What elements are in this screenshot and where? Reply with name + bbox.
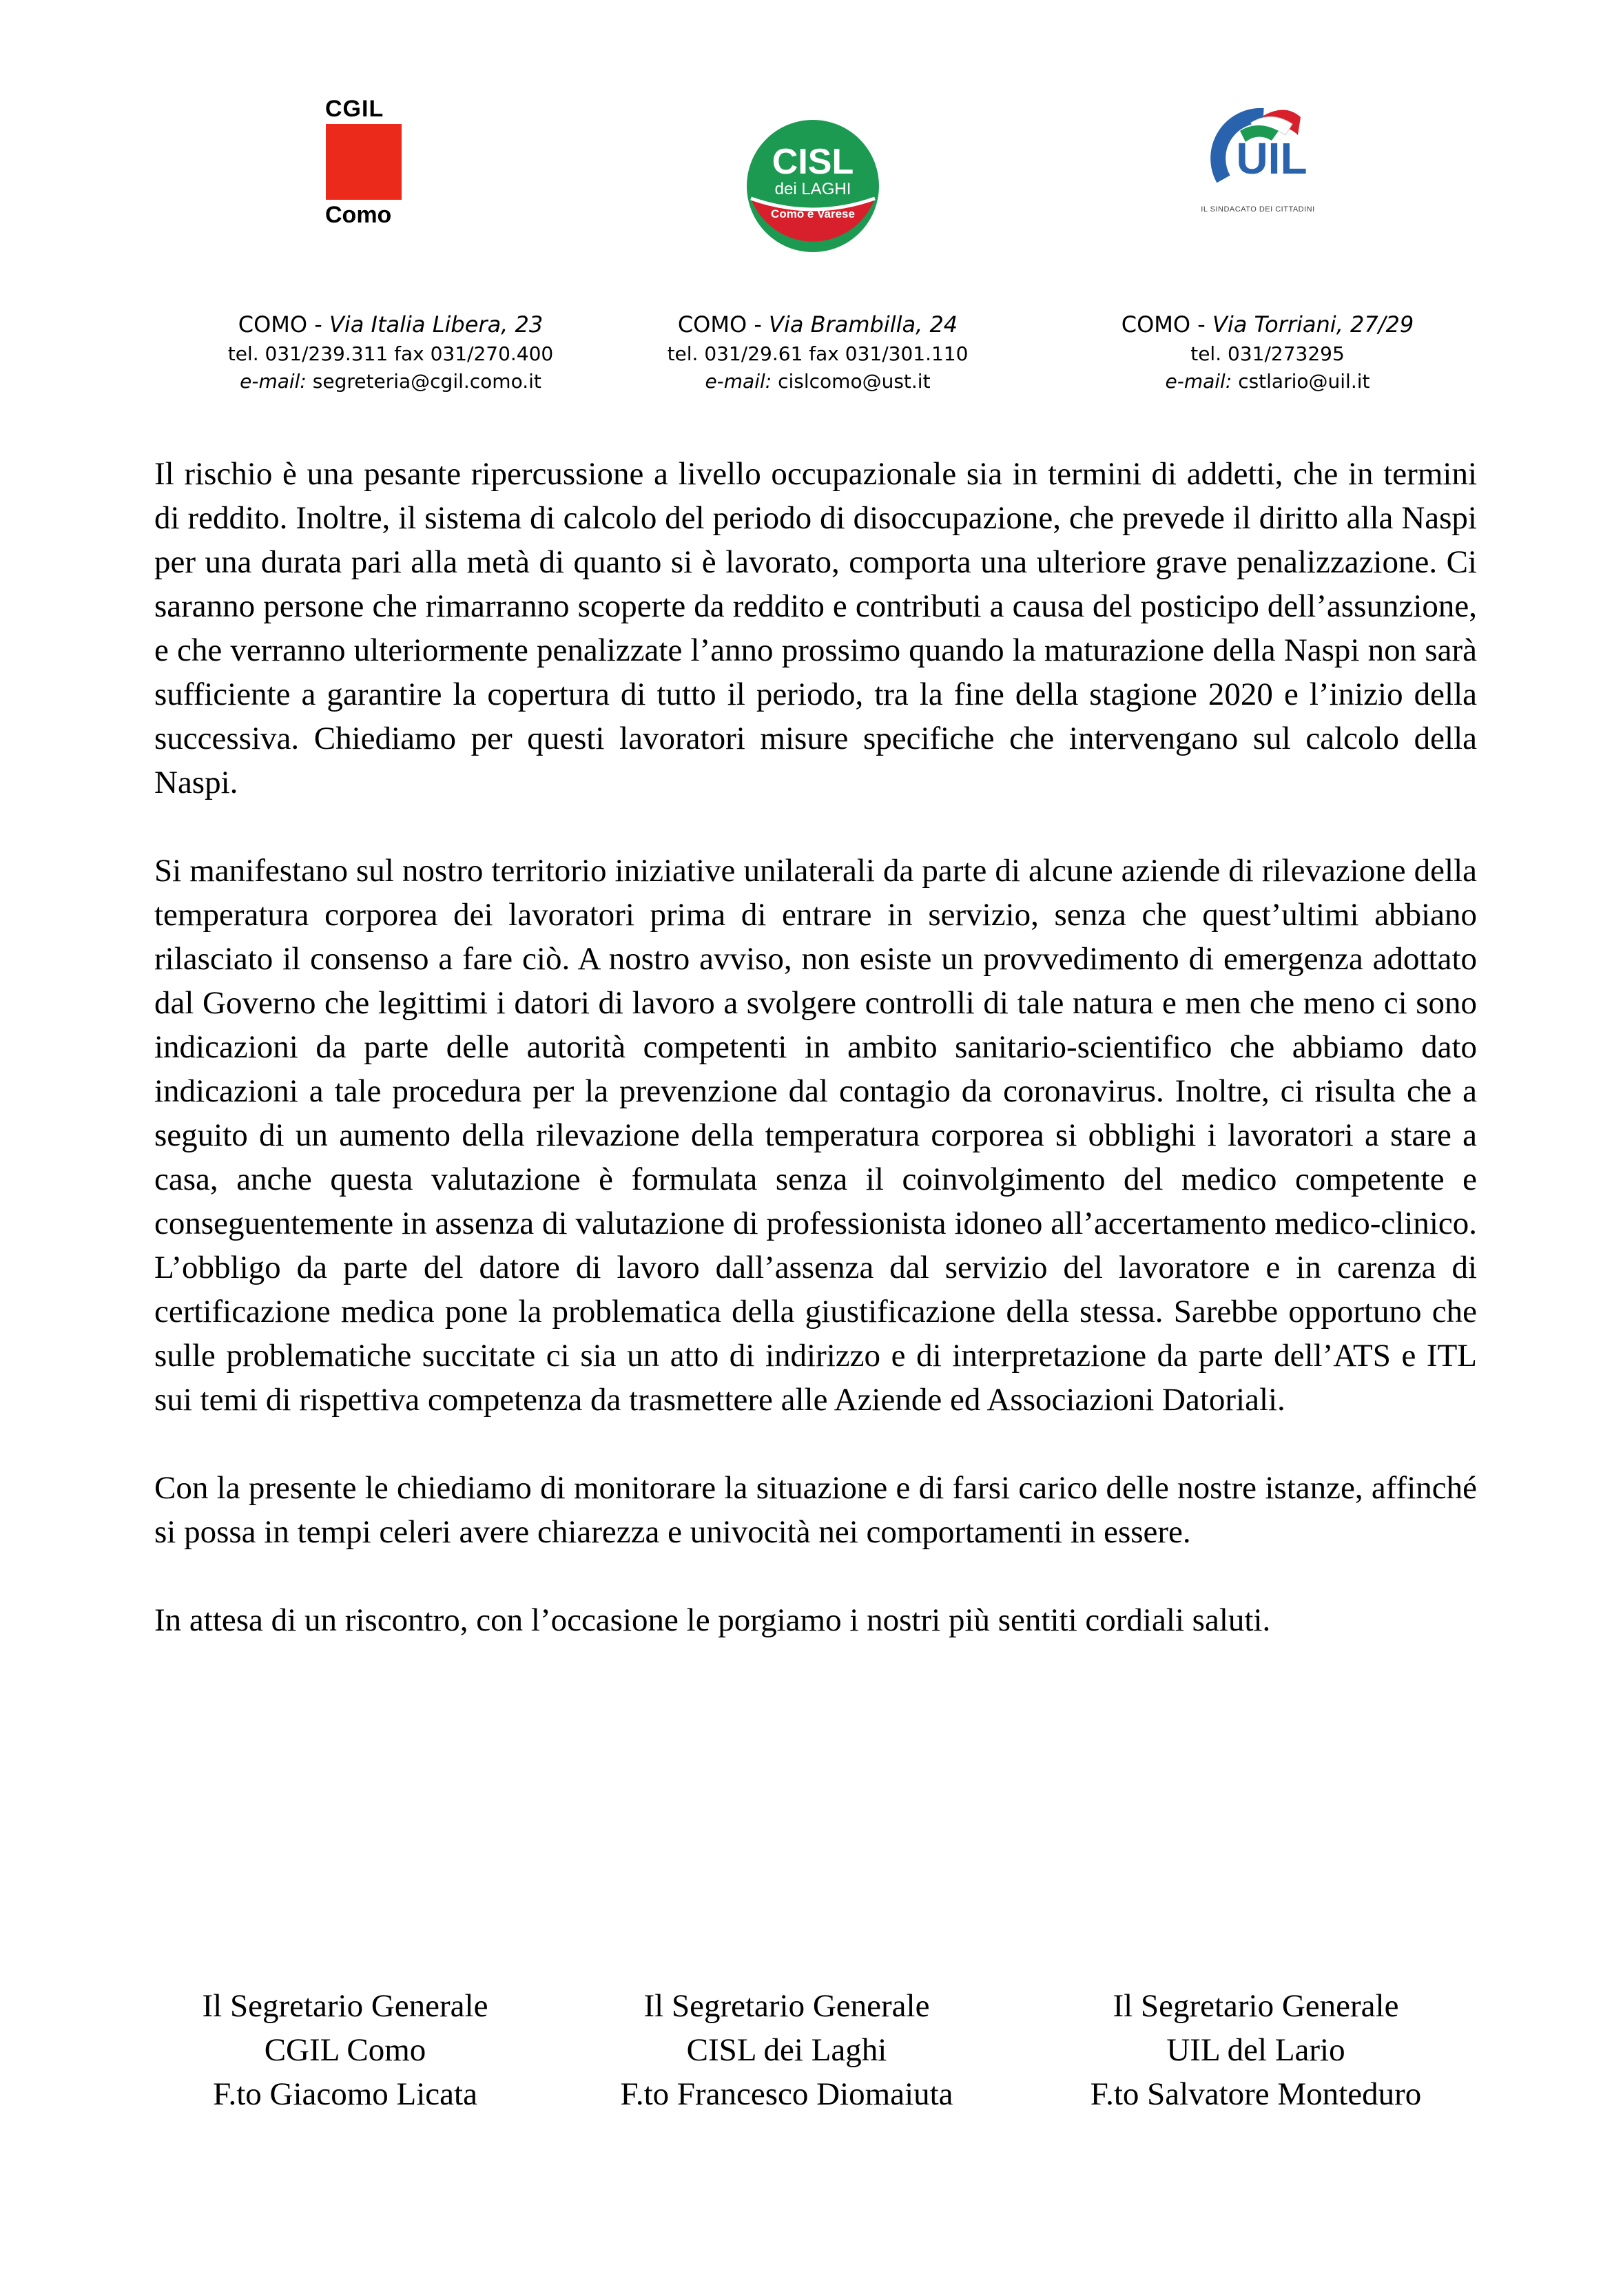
address-email-label: e-mail: — [1165, 370, 1232, 393]
address-cisl: COMO - Via Brambilla, 24 tel. 031/29.61 fax 031/301.110 e-mail: cislcomo@ust.it — [611, 309, 1024, 395]
signature-org: UIL del Lario — [1166, 2032, 1345, 2068]
address-street: Via Brambilla, 24 — [769, 311, 958, 338]
signature-role: Il Segretario Generale — [202, 1988, 488, 2024]
cisl-logo-subtitle: dei LAGHI — [774, 180, 851, 198]
address-email-label: e-mail: — [705, 370, 772, 393]
address-city: COMO — [677, 311, 747, 338]
address-phone: tel. 031/239.311 fax 031/270.400 — [227, 342, 554, 365]
uil-logo — [1182, 96, 1334, 220]
paragraph: In attesa di un riscontro, con l’occasione le porgiamo i nostri più sentiti cordiali saluti. — [154, 1602, 1271, 1638]
address-email[interactable]: cislcomo@ust.it — [778, 370, 931, 393]
letter-body — [154, 452, 1477, 1686]
paragraph: Con la presente le chiediamo di monitorare la situazione e di farsi carico delle nostre istanze, affinché si possa in tempi celeri avere chiarezza e univocità nei comportamenti in essere. — [154, 1470, 1477, 1550]
address-city: COMO — [1121, 311, 1191, 338]
cisl-logo — [744, 117, 882, 255]
cgil-logo-name: CGIL — [325, 96, 384, 122]
cisl-logo-name: CISL — [772, 142, 854, 182]
uil-logo-name: UIL — [1236, 134, 1307, 183]
cgil-logo-city: Como — [325, 202, 392, 228]
address-phone: tel. 031/273295 — [1190, 342, 1345, 365]
signature-name: F.to Francesco Diomaiuta — [620, 2076, 953, 2112]
address-cgil: COMO - Via Italia Libera, 23 tel. 031/239.311 fax 031/270.400 e-mail: segreteria@cgil.como.it — [184, 309, 597, 395]
address-phone: tel. 031/29.61 fax 031/301.110 — [667, 342, 969, 365]
signature-name: F.to Salvatore Monteduro — [1090, 2076, 1422, 2112]
uil-logo-graphic — [1182, 96, 1334, 200]
signature-role: Il Segretario Generale — [1113, 1988, 1399, 2024]
cisl-logo-region: Como e Varese — [771, 207, 855, 220]
signature-org: CISL dei Laghi — [686, 2032, 887, 2068]
signature-role: Il Segretario Generale — [643, 1988, 930, 2024]
signature-cgil — [125, 1984, 566, 2116]
signature-org: CGIL Como — [264, 2032, 426, 2068]
address-city: COMO — [238, 311, 308, 338]
address-street: Via Torriani, 27/29 — [1212, 311, 1414, 338]
signature-cisl — [566, 1984, 1007, 2116]
address-email[interactable]: segreteria@cgil.como.it — [312, 370, 541, 393]
address-uil: COMO - Via Torriani, 27/29 tel. 031/273295 e-mail: cstlario@uil.it — [1061, 309, 1474, 395]
address-email-label: e-mail: — [240, 370, 307, 393]
paragraph: Si manifestano sul nostro territorio iniziative unilaterali da parte di alcune aziende di rilevazione della temperatura corporea dei lavoratori prima di entrare in servizio, senza che quest’ultimi abbiano rilasciato il consenso a fare ciò. A nostro avviso, non esiste un provvedimento di emergenza adottato dal Governo che legittimi i datori di lavoro a svolgere controlli di tale natura e men che meno ci sono indicazioni da parte delle autorità competenti in ambito sanitario-scientifico che abbiamo dato indicazioni a tale procedura per la prevenzione dal contagio da coronavirus. Inoltre, ci risulta che a seguito di un aumento della rilevazione della temperatura corporea si obblighi i lavoratori a stare a casa, anche questa valutazione è formulata senza il coinvolgimento del medico competente e conseguentemente in assenza di valutazione di professionista idoneo all’accertamento medico-clinico. L’obbligo da parte del datore di lavoro dall’assenza dal servizio del lavoratore e in carenza di certificazione medica pone la problematica della giustificazione della stessa. Sarebbe opportuno che sulle problematiche succitate ci sia un atto di indirizzo e di interpretazione da parte dell’ATS e ITL sui temi di rispettiva competenza da trasmettere alle Aziende ed Associazioni Datoriali. — [154, 853, 1477, 1418]
paragraph: Il rischio è una pesante ripercussione a livello occupazionale sia in termini di addetti, che in termini di reddito. Inoltre, il sistema di calcolo del periodo di disoccupazione, che prevede il diritto alla Naspi per una durata pari alla metà di quanto si è lavorato, comporta una ulteriore grave penalizzazione. Ci saranno persone che rimarranno scoperte da reddito e contributi a causa del posticipo dell’assunzione, e che verranno ulteriormente penalizzate l’anno prossimo quando la maturazione della Naspi non sarà sufficiente a garantire la copertura di tutto il periodo, tra la fine della stagione 2020 e l’inizio della successiva. Chiediamo per questi lavoratori misure specifiche che intervengano sul calcolo della Naspi. — [154, 456, 1477, 800]
cgil-logo — [325, 96, 401, 234]
cgil-logo-square — [326, 124, 402, 200]
address-street: Via Italia Libera, 23 — [329, 311, 544, 338]
signature-uil — [1035, 1984, 1476, 2116]
cisl-logo-graphic — [744, 117, 882, 255]
address-email[interactable]: cstlario@uil.it — [1238, 370, 1370, 393]
signature-name: F.to Giacomo Licata — [213, 2076, 477, 2112]
uil-logo-tagline: IL SINDACATO DEI CITTADINI — [1201, 205, 1315, 214]
